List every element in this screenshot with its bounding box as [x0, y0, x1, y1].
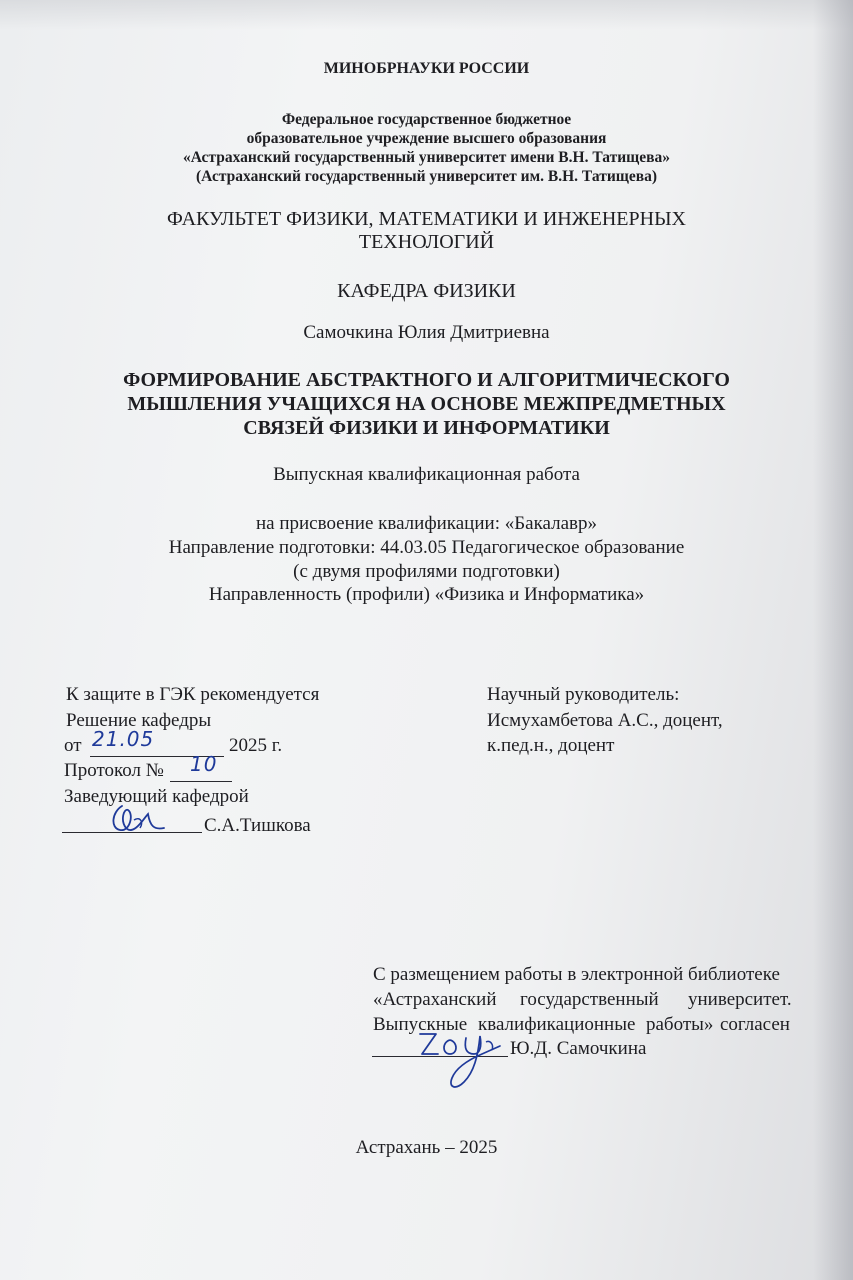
library-consent-word: «Астраханский	[373, 989, 497, 1010]
author-signer-name: Ю.Д. Самочкина	[510, 1038, 647, 1059]
faculty-line-1: ФАКУЛЬТЕТ ФИЗИКИ, МАТЕМАТИКИ И ИНЖЕНЕРНЫХ	[167, 208, 686, 230]
org-line-3: «Астраханский государственный университет имени В.Н. Татищева»	[182, 149, 671, 166]
library-consent-word: квалификационные	[478, 1014, 636, 1035]
faculty-line-2: ТЕХНОЛОГИЙ	[358, 231, 495, 253]
supervisor-name: Исмухамбетова А.С., доцент,	[487, 710, 723, 731]
protocol-label: Протокол №	[64, 760, 164, 781]
library-consent-word: государственный	[520, 989, 659, 1010]
date-prefix: от	[64, 735, 82, 756]
supervisor-degree: к.пед.н., доцент	[487, 735, 615, 756]
head-signature-icon	[104, 800, 174, 840]
paper-shadow-top	[0, 0, 853, 30]
department-decision: Решение кафедры	[66, 710, 212, 731]
head-of-department-name: С.А.Тишкова	[204, 815, 311, 836]
thesis-title-line-1: ФОРМИРОВАНИЕ АБСТРАКТНОГО И АЛГОРИТМИЧЕСКОГО	[123, 369, 730, 391]
handwritten-protocol-number: 10	[190, 752, 218, 776]
author-name: Самочкина Юлия Дмитриевна	[303, 322, 550, 343]
library-consent-word: Выпускные	[373, 1014, 468, 1035]
qualification-line-4: Направленность (профили) «Физика и Информатика»	[208, 584, 645, 605]
org-line-1: Федеральное государственное бюджетное	[281, 111, 572, 128]
department-name: КАФЕДРА ФИЗИКИ	[337, 280, 516, 302]
qualification-line-2: Направление подготовки: 44.03.05 Педагогическое образование	[168, 537, 685, 558]
org-line-2: образовательное учреждение высшего образования	[246, 130, 607, 147]
library-consent-word: работы»	[646, 1014, 714, 1035]
library-consent-word: университет.	[688, 989, 792, 1010]
defense-recommended: К защите в ГЭК рекомендуется	[66, 684, 320, 705]
date-year: 2025 г.	[229, 735, 283, 756]
ministry-name: МИНОБРНАУКИ РОССИИ	[323, 60, 530, 77]
head-of-department-label: Заведующий кафедрой	[64, 786, 249, 807]
thesis-title-line-2: МЫШЛЕНИЯ УЧАЩИХСЯ НА ОСНОВЕ МЕЖПРЕДМЕТНЫХ	[127, 393, 726, 415]
qualification-line-1: на присвоение квалификации: «Бакалавр»	[255, 513, 597, 534]
paper-shadow-right	[813, 0, 853, 1280]
handwritten-date: 21.05	[92, 727, 155, 751]
thesis-title-line-3: СВЯЗЕЙ ФИЗИКИ И ИНФОРМАТИКИ	[243, 417, 610, 439]
work-type: Выпускная квалификационная работа	[273, 464, 580, 485]
qualification-line-3: (с двумя профилями подготовки)	[293, 561, 560, 582]
library-consent-word: согласен	[720, 1014, 790, 1035]
library-consent-line-1: С размещением работы в электронной библиотеке	[373, 964, 780, 985]
author-signature-icon	[408, 1020, 518, 1092]
org-line-4: (Астраханский государственный университет им. В.Н. Татищева)	[196, 168, 657, 185]
supervisor-label: Научный руководитель:	[487, 684, 680, 705]
city-year: Астрахань – 2025	[355, 1137, 498, 1158]
protocol-underline	[170, 781, 232, 782]
